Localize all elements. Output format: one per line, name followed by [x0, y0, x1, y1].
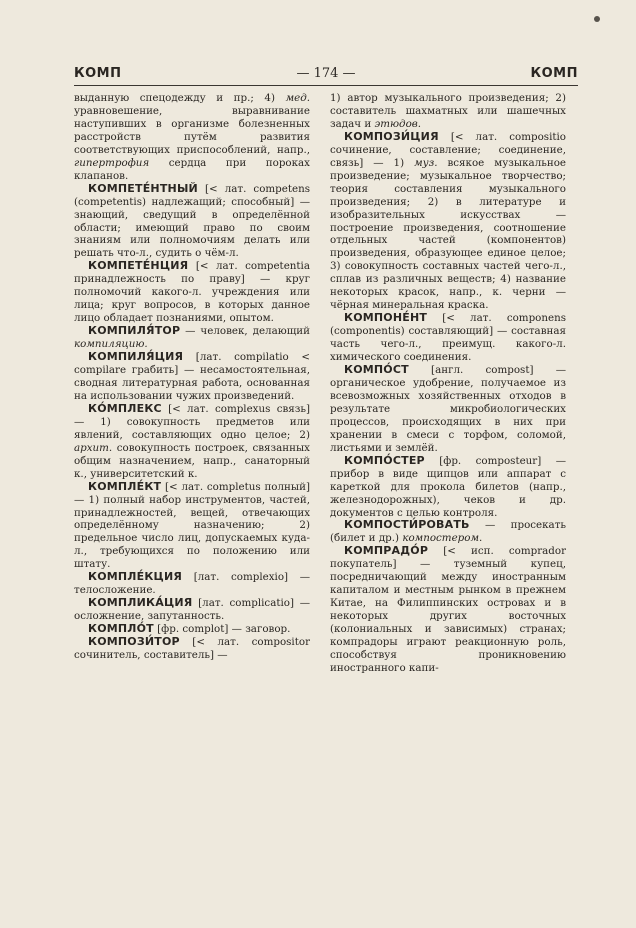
dictionary-entry: [74, 571, 310, 597]
definition-text: [< лат. complexus связь] — 1) совокупность предметов или явлений, составляющих одно целое; 2): [74, 402, 310, 441]
dictionary-entry: [74, 183, 310, 261]
dictionary-entry: [330, 455, 566, 520]
definition-text: [< лат. componens (componentis) составляющий] — составная часть чего-л., преимущ. какого-л. химического соединения.: [330, 312, 566, 364]
headword: КОМПО́СТ: [344, 363, 409, 377]
dictionary-entry: [74, 403, 310, 481]
headword: КОМПИЛЯ́ТОР: [88, 324, 181, 338]
dictionary-entry: [74, 636, 310, 662]
definition-text: [< исп. comprador покупатель] — туземный купец, посредничающий между иностранным капиталом и местным рынком в прежнем Китае, на Филиппинских островах и в некоторых других восточных (колониальных и зависимых) странах; компрадоры играют реакционную роль, способствуя проникновению иностранного капи-: [330, 545, 566, 674]
ink-spot: [594, 16, 600, 22]
left-column: [74, 92, 310, 900]
entry-continuation: [330, 92, 566, 131]
headword: КОМПЛЕ́КЦИЯ: [88, 570, 183, 584]
definition-text: [< лат. completus полный] — 1) полный набор инструментов, частей, принадлежностей, вещей, отвечающих определённому назначению; 2) предельное число лиц, допускаемых куда-л., требующихся по положению или штату.: [74, 480, 310, 571]
dictionary-entry: [74, 325, 310, 351]
definition-text: [лат. compilatio < compilare грабить] — несамостоятельная, сводная литературная работа, основанная на использовании чужих произведений.: [74, 351, 310, 402]
headword: КОМПОЗИ́ЦИЯ: [344, 129, 439, 143]
headword: КОМПИЛЯ́ЦИЯ: [88, 350, 184, 364]
headword: КОМПОСТИ́РОВАТЬ: [344, 518, 470, 532]
dictionary-entry: [74, 481, 310, 572]
header-guide-word-right: КОМП: [530, 66, 578, 81]
dictionary-entry: [330, 312, 566, 364]
headword: КОМПО́СТЕР: [344, 453, 425, 467]
headword: КОМПЛЕ́КТ: [88, 479, 162, 493]
page-number: — 174 —: [296, 66, 356, 81]
headword: КОМПОЗИ́ТОР: [88, 635, 180, 649]
dictionary-entry: [74, 351, 310, 403]
definition-text: — просекать (билет и др.): [330, 519, 566, 545]
header-guide-word-left: КОМП: [74, 66, 122, 81]
definition-text: [лат. complicatio] — осложнение, запутанность.: [74, 597, 310, 623]
entry-continuation: [74, 92, 310, 183]
dictionary-entry: [74, 597, 310, 623]
dictionary-entry: [330, 519, 566, 545]
header-rule: [74, 85, 578, 86]
headword: КОМПРАДО́Р: [344, 544, 429, 558]
definition-text: уравновешение, выравнивание наступивших в организме болезненных расстройств путём развития соответствующих приспособлений, напр.,: [74, 104, 310, 156]
definition-text: [< лат. compositio сочинение, составление; соединение, связь] — 1): [330, 130, 566, 169]
headword: КО́МПЛЕКС: [88, 401, 162, 415]
italic-term: муз.: [414, 156, 438, 169]
italic-term: гипертрофия: [74, 156, 150, 169]
dictionary-entry: [330, 131, 566, 312]
definition-text: [< лат. competentia принадлежность по праву] — круг полномочий какого-л. учреждения или лица; круг вопросов, в которых данное лицо обладает познаниями, опытом.: [74, 260, 310, 325]
definition-text: 1) автор музыкального произведения; 2) составитель шахматных или шашечных задач и: [330, 92, 566, 130]
running-header: [74, 66, 578, 84]
definition-text: сердца при пороках клапанов.: [74, 156, 310, 182]
headword: КОМПОНЕ́НТ: [344, 311, 428, 325]
definition-text: всякое музыкальное произведение; музыкальное творчество; теория составления музыкального произведения; 2) в литературе и изобразительных искусствах — построение произведения, соотношение отдельных частей (компонентов) произведения, образующее единое целое; 3) совокупность составных частей чего-л., сплав из различных веществ; 4) название некоторых красок, напр., к. черни — чёрная минеральная краска.: [330, 156, 566, 312]
definition-text: [фр. composteur] — прибор в виде щипцов или аппарат с кареткой для прокола билетов (напр., железнодорожных), чеков и др. документов с целью контроля.: [330, 454, 566, 519]
headword: КОМПЕТЕ́НТНЫЙ: [88, 181, 198, 195]
dictionary-entry: [330, 545, 566, 675]
headword: КОМПЕТЕ́НЦИЯ: [88, 259, 189, 273]
italic-term: этюдов.: [374, 117, 422, 130]
dictionary-entry: [330, 364, 566, 455]
dictionary-entry: [74, 260, 310, 325]
right-column: [330, 92, 566, 900]
definition-text: [фр. complot] — заговор.: [153, 623, 291, 636]
definition-text: выданную спецодежду и пр.; 4): [74, 92, 286, 104]
italic-term: компостером.: [402, 532, 483, 545]
definition-text: — человек, делающий: [180, 325, 310, 338]
definition-text: [лат. complexio] — телосложение.: [74, 571, 310, 597]
italic-term: компиляцию.: [74, 338, 148, 351]
headword: КОМПЛО́Т: [88, 622, 154, 636]
headword: КОМПЛИКА́ЦИЯ: [88, 596, 193, 610]
definition-text: совокупность построек, связанных общим назначением, напр., санаторный к., университетский к.: [74, 441, 310, 480]
definition-text: [< лат. competens (competentis) надлежащий; способный] — знающий, сведущий в определённой области; имеющий право по своим знаниям или полномочиям делать или решать что-л., судить о чём-л.: [74, 182, 310, 260]
definition-text: [англ. compost] — органическое удобрение, получаемое из всевозможных хозяйственных отходов в результате микробиологических процессов, происходящих в них при хранении в смеси с торфом, соломой, листьями и землёй.: [330, 364, 566, 454]
italic-term: архит.: [74, 441, 113, 454]
definition-text: [< лат. compositor сочинитель, составитель] —: [74, 636, 310, 661]
italic-term: мед.: [285, 92, 310, 104]
